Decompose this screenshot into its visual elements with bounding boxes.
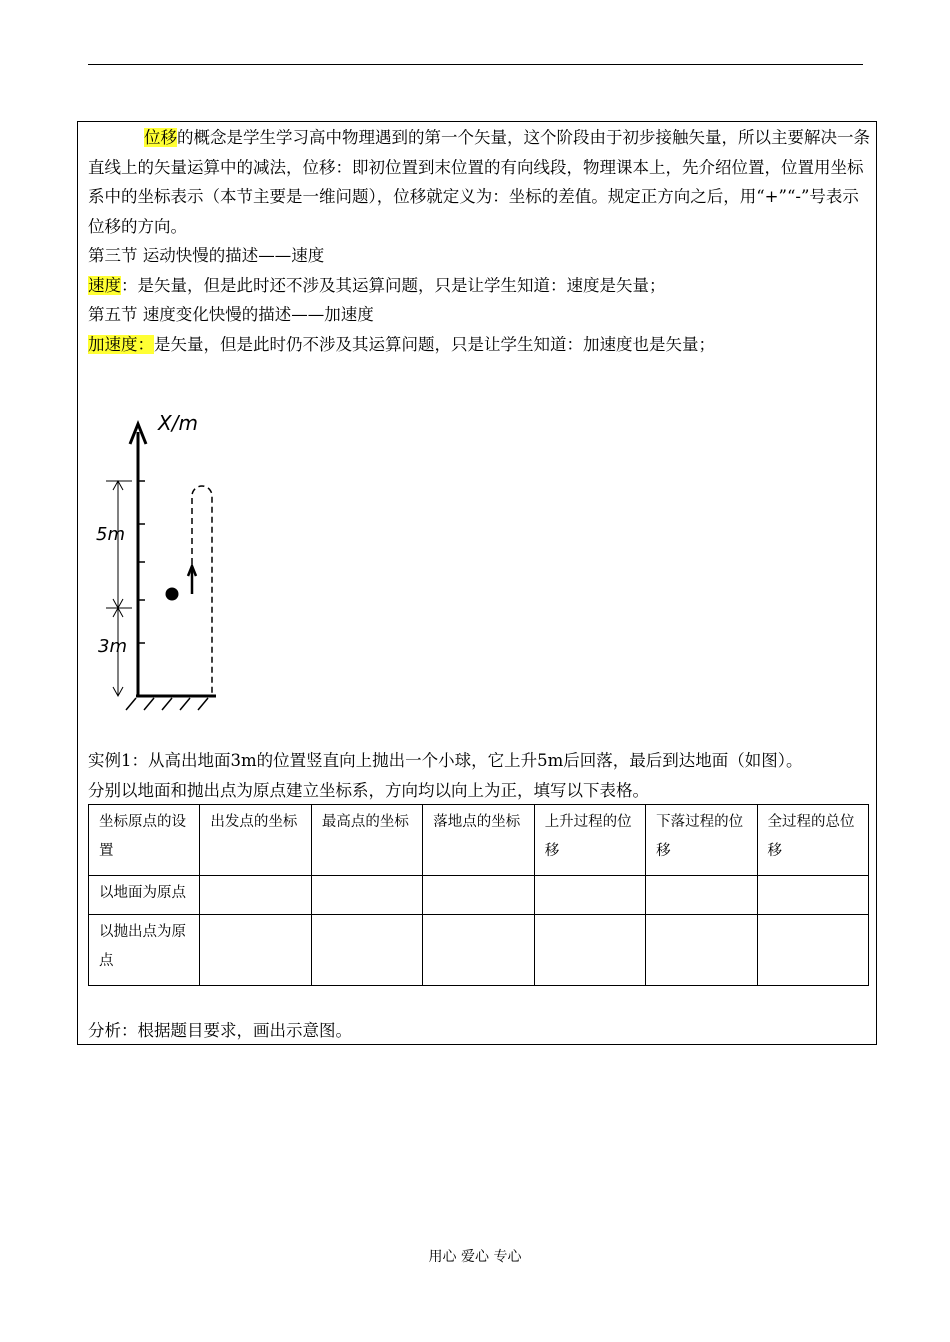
table-cell[interactable]	[200, 914, 311, 986]
table-header-cell: 最高点的坐标	[311, 805, 422, 876]
dimension-label-upper: 5m	[96, 524, 125, 545]
acceleration-body: 是矢量，但是此时仍不涉及其运算问题，只是让学生知道：加速度也是矢量；	[154, 334, 715, 354]
table-cell[interactable]	[311, 914, 422, 986]
ground-hatch	[126, 698, 208, 710]
table-cell[interactable]	[646, 876, 757, 914]
table-cell[interactable]	[534, 876, 645, 914]
table-cell: 以地面为原点	[89, 876, 200, 914]
term-displacement: 位移	[144, 128, 177, 147]
displacement-paragraph	[88, 123, 870, 241]
dimension-markers	[106, 481, 132, 696]
table-cell[interactable]	[311, 876, 422, 914]
table-header-cell: 下落过程的位移	[646, 805, 757, 876]
table-row	[89, 914, 869, 986]
content-text	[88, 123, 870, 359]
velocity-paragraph	[88, 271, 870, 301]
dimension-label-lower: 3m	[98, 636, 127, 657]
coordinate-table	[88, 804, 869, 986]
example-text	[88, 746, 870, 805]
table-cell[interactable]	[757, 914, 868, 986]
ball	[166, 588, 179, 601]
example-line2: 分别以地面和抛出点为原点建立坐标系，方向均以向上为正，填写以下表格。	[88, 780, 649, 800]
section5-heading: 第五节 速度变化快慢的描述——加速度	[88, 305, 374, 324]
trajectory-path	[192, 486, 212, 694]
table-cell: 以抛出点为原点	[89, 914, 200, 986]
table-cell[interactable]	[423, 914, 534, 986]
example-line1: 实例1：从高出地面3m的位置竖直向上抛出一个小球，它上升5m后回落，最后到达地面（如图）。	[88, 751, 803, 770]
acceleration-paragraph	[88, 330, 870, 360]
header-rule	[88, 64, 863, 65]
table-cell[interactable]	[534, 914, 645, 986]
table-header-cell: 出发点的坐标	[200, 805, 311, 876]
table-cell[interactable]	[423, 876, 534, 914]
table-cell[interactable]	[646, 914, 757, 986]
ball-throw-figure	[88, 398, 248, 722]
term-acceleration: 加速度：	[88, 334, 154, 354]
page-footer: 用心 爱心 专心	[428, 1249, 522, 1265]
table-header-cell: 落地点的坐标	[423, 805, 534, 876]
analysis-text: 分析：根据题目要求，画出示意图。	[88, 1021, 352, 1040]
section3-heading: 第三节 运动快慢的描述——速度	[88, 246, 325, 265]
table-header-cell: 全过程的总位移	[757, 805, 868, 876]
table-header-cell: 上升过程的位移	[534, 805, 645, 876]
table-row	[89, 876, 869, 914]
term-velocity: 速度	[88, 275, 121, 295]
displacement-body: 的概念是学生学习高中物理遇到的第一个矢量，这个阶段由于初步接触矢量，所以主要解决一条直线上的矢量运算中的减法，位移：即初位置到末位置的有向线段，物理课本上，先介绍位置，位置用坐标系中的坐标表示（本节主要是一维问题），位移就定义为：坐标的差值。规定正方向之后，用“+”“-”号表示位移的方向。	[88, 128, 870, 236]
table-header-row	[89, 805, 869, 876]
table-header-cell: 坐标原点的设置	[89, 805, 200, 876]
table-cell[interactable]	[757, 876, 868, 914]
axis-label: X/m	[158, 411, 198, 435]
velocity-colon: ：	[121, 275, 138, 295]
velocity-body: 是矢量，但是此时还不涉及其运算问题，只是让学生知道：速度是矢量；	[137, 275, 666, 295]
table-cell[interactable]	[200, 876, 311, 914]
